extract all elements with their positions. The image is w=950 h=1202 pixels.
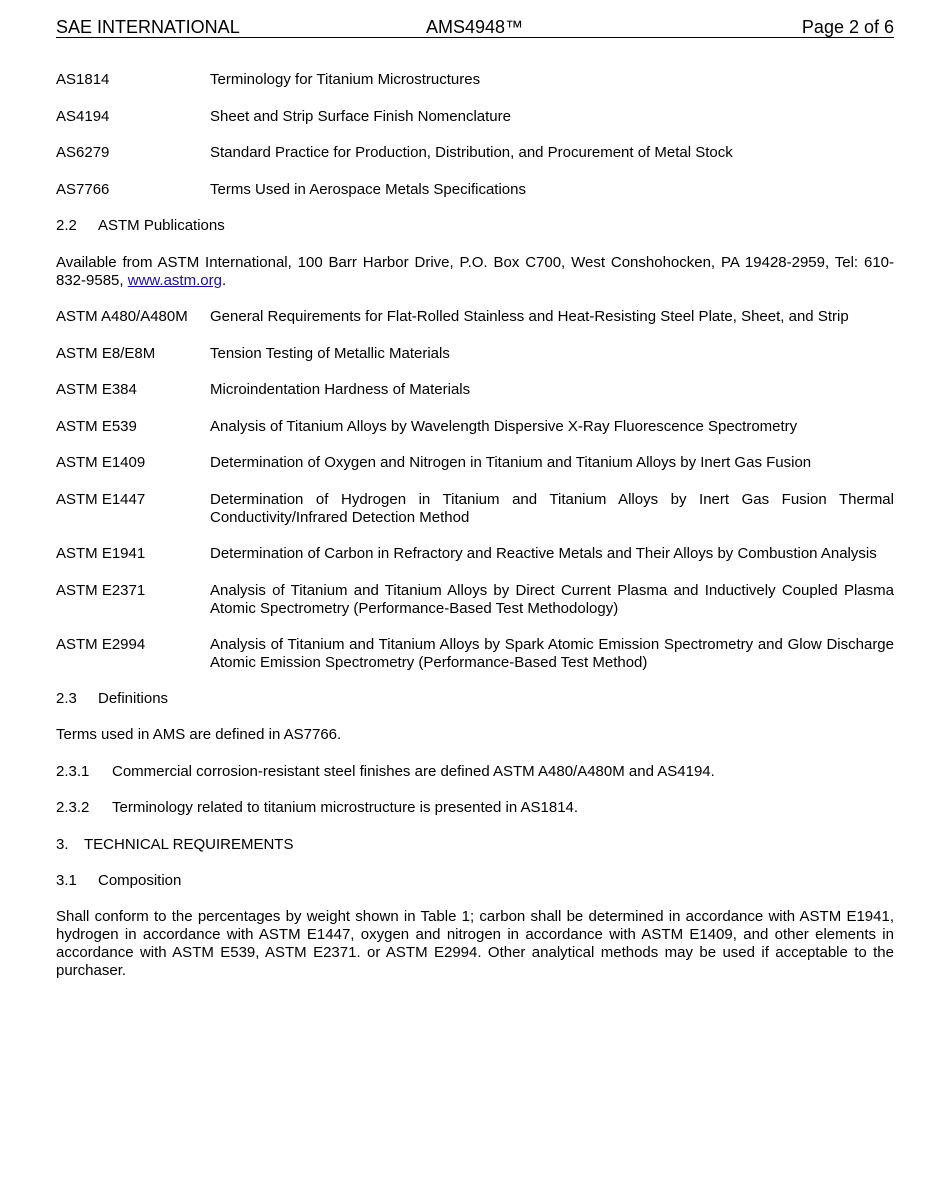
reference-code: AS6279 bbox=[56, 144, 110, 161]
reference-title: Microindentation Hardness of Materials bbox=[210, 381, 471, 398]
reference-title: Standard Practice for Production, Distribution, and Procurement of Metal Stock bbox=[210, 144, 733, 161]
reference-title: Sheet and Strip Surface Finish Nomenclature bbox=[210, 107, 511, 125]
reference-title: Determination of Oxygen and Nitrogen in Titanium and Titanium Alloys by Inert Gas Fusion bbox=[210, 454, 812, 471]
subsection-text: Commercial corrosion-resistant steel finishes are defined ASTM A480/A480M and AS4194. bbox=[112, 763, 715, 780]
header-doc-number: AMS4948™ bbox=[426, 17, 524, 37]
reference-item bbox=[56, 181, 894, 199]
reference-item bbox=[56, 144, 894, 162]
section-heading-technical bbox=[56, 836, 894, 854]
sae-reference-list bbox=[56, 71, 894, 217]
section-number: 2.3 bbox=[56, 690, 77, 707]
page-header bbox=[56, 17, 894, 38]
reference-code: ASTM E1447 bbox=[56, 490, 146, 508]
reference-code: ASTM E1409 bbox=[56, 454, 146, 471]
section-heading-definitions bbox=[56, 690, 894, 708]
reference-title: Analysis of Titanium Alloys by Wavelength Dispersive X-Ray Fluorescence Spectrometry bbox=[210, 417, 798, 435]
reference-code: AS7766 bbox=[56, 180, 110, 198]
reference-item bbox=[56, 308, 894, 326]
reference-title: Tension Testing of Metallic Materials bbox=[210, 344, 450, 362]
period: . bbox=[221, 272, 227, 289]
reference-code: ASTM E2994 bbox=[56, 636, 146, 653]
subsection-text: Terminology related to titanium microstructure is presented in AS1814. bbox=[112, 799, 579, 816]
definitions-intro: Terms used in AMS are defined in AS7766. bbox=[56, 726, 342, 743]
reference-item bbox=[56, 636, 894, 672]
reference-title: Terminology for Titanium Microstructures bbox=[210, 71, 481, 88]
section-number: 3. bbox=[56, 836, 69, 853]
reference-title: General Requirements for Flat-Rolled Stainless and Heat-Resisting Steel Plate, Sheet, and Strip bbox=[210, 308, 849, 325]
reference-code: ASTM E2371 bbox=[56, 581, 146, 599]
reference-code: ASTM E539 bbox=[56, 417, 137, 435]
subsection-number: 2.3.2 bbox=[56, 799, 90, 816]
section-title: ASTM Publications bbox=[98, 217, 225, 234]
section-title: Definitions bbox=[98, 690, 169, 707]
header-page-number: Page 2 of 6 bbox=[801, 17, 894, 37]
reference-item bbox=[56, 108, 894, 126]
section-title: TECHNICAL REQUIREMENTS bbox=[84, 836, 294, 853]
reference-title: Analysis of Titanium and Titanium Alloys by Direct Current Plasma and Inductively Coupled Plasma Atomic Spectrometry (Performance-Based Test Methodology) bbox=[210, 581, 894, 617]
reference-item bbox=[56, 71, 894, 89]
availability-text: Available from ASTM International, 100 Barr Harbor Drive, P.O. Box C700, West Conshohocken, PA 19428-2959, Tel: 610-832-9585, bbox=[56, 254, 894, 289]
reference-title: Terms Used in Aerospace Metals Specifications bbox=[210, 180, 526, 198]
astm-website-link[interactable]: www.astm.org bbox=[127, 272, 222, 289]
section-number: 2.2 bbox=[56, 217, 77, 234]
reference-item bbox=[56, 491, 894, 527]
reference-title: Determination of Carbon in Refractory and Reactive Metals and Their Alloys by Combustion Analysis bbox=[210, 545, 877, 562]
reference-code: AS4194 bbox=[56, 107, 110, 125]
section-number: 3.1 bbox=[56, 872, 77, 889]
section-heading-astm bbox=[56, 217, 894, 235]
definition-item bbox=[56, 763, 894, 781]
reference-code: ASTM E1941 bbox=[56, 545, 146, 562]
reference-item bbox=[56, 545, 894, 563]
subsection-number: 2.3.1 bbox=[56, 763, 90, 780]
reference-item bbox=[56, 345, 894, 363]
composition-paragraph: Shall conform to the percentages by weight shown in Table 1; carbon shall be determined in accordance with ASTM E1941, hydrogen in accordance with ASTM E1447, oxygen and nitrogen in accordance with ASTM E1409, and other elements in accordance with ASTM E539, ASTM E2371. or ASTM E2994. Other analytical methods may be used if acceptable to the purchaser. bbox=[56, 908, 894, 979]
header-org: SAE INTERNATIONAL bbox=[56, 17, 240, 37]
reference-code: ASTM E384 bbox=[56, 381, 137, 398]
astm-reference-list bbox=[56, 308, 894, 691]
section-title: Composition bbox=[98, 872, 182, 889]
reference-item bbox=[56, 454, 894, 472]
reference-title: Analysis of Titanium and Titanium Alloys by Spark Atomic Emission Spectrometry and Glow Discharge Atomic Emission Spectrometry (Performance-Based Test Method) bbox=[210, 636, 894, 671]
astm-availability-paragraph bbox=[56, 254, 894, 290]
reference-code: ASTM E8/E8M bbox=[56, 344, 156, 362]
reference-item bbox=[56, 418, 894, 436]
reference-code: AS1814 bbox=[56, 71, 110, 88]
section-heading-composition bbox=[56, 872, 894, 890]
reference-code: ASTM A480/A480M bbox=[56, 308, 188, 325]
reference-title: Determination of Hydrogen in Titanium and Titanium Alloys by Inert Gas Fusion Thermal Conductivity/Infrared Detection Method bbox=[210, 490, 894, 526]
reference-item bbox=[56, 381, 894, 399]
definition-item bbox=[56, 799, 894, 817]
reference-item bbox=[56, 582, 894, 618]
